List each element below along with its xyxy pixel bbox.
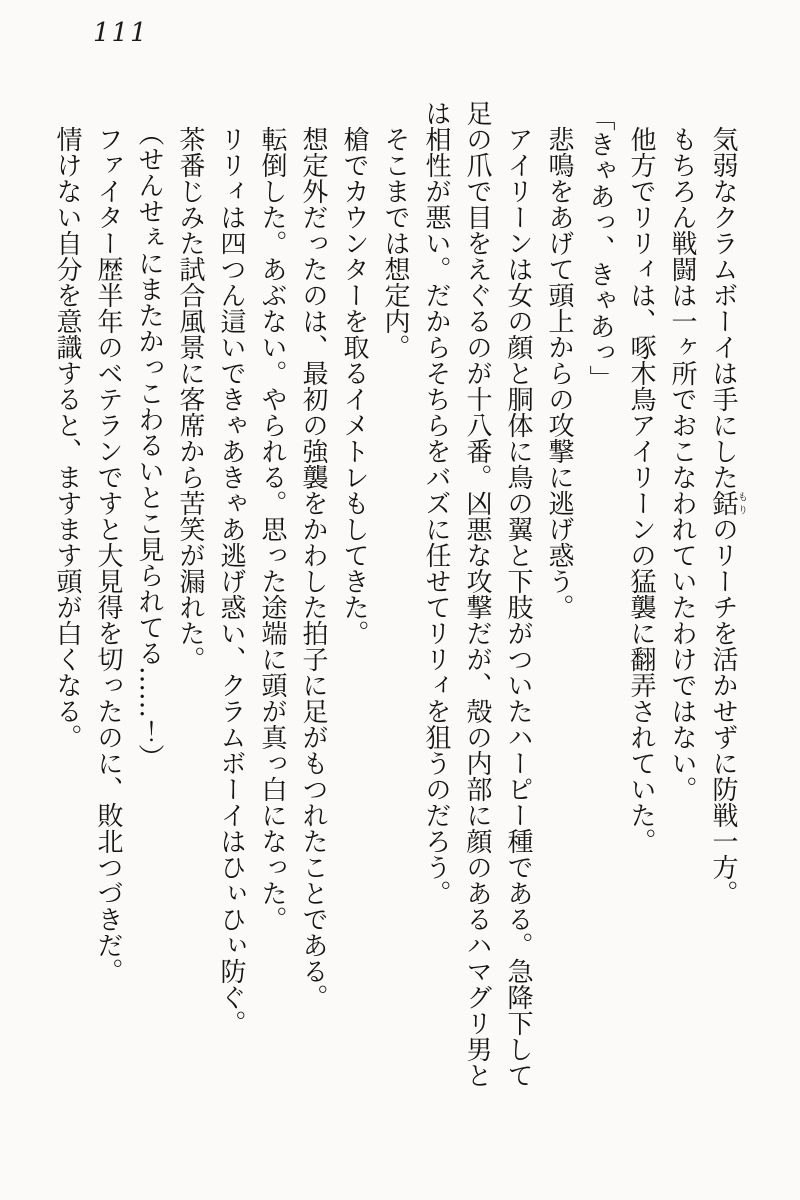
- paragraph: 「きゃあっ、きゃあっ」: [585, 105, 615, 391]
- ruby-annotation: 銛もり: [708, 490, 747, 516]
- paragraph: アイリーンは女の顔と胴体に鳥の翼と下肢がついたハーピー種である。急降下して足の爪で目をえぐるのが十八番。凶悪な攻撃だが、殻の内部に顔のあるハマグリ男とは相性が悪い。だからそちらをバズに任せてリリィを狙うのだろう。: [421, 100, 533, 1088]
- paragraph: 情けない自分を意識すると、ますます頭が白くなる。: [52, 126, 82, 750]
- paragraph: 想定外だったのは、最初の強襲をかわした拍子に足がもつれたことである。: [298, 126, 328, 1010]
- paragraph: （せんせぇにまたかっこわるいとこ見られてる……！）: [134, 120, 164, 770]
- body-text-columns: [46, 100, 746, 1102]
- paragraph: 槍でカウンターを取るイメトレもしてきた。: [339, 126, 369, 646]
- paragraph: 気弱なクラムボーイは手にした銛もりのリーチを活かせずに防戦一方。: [708, 126, 747, 906]
- paragraph: リリィは四つん這いできゃあきゃあ逃げ惑い、クラムボーイはひぃひぃ防ぐ。: [216, 126, 246, 1036]
- paragraph: 茶番じみた試合風景に客席から苦笑が漏れた。: [175, 126, 205, 672]
- paragraph: 他方でリリィは、啄木鳥アイリーンの猛襲に翻弄されていた。: [626, 126, 656, 854]
- paragraph: ファイター歴半年のベテランですと大見得を切ったのに、敗北つづきだ。: [93, 126, 123, 984]
- paragraph: 転倒した。あぶない。やられる。思った途端に頭が真っ白になった。: [257, 126, 287, 932]
- paragraph: もちろん戦闘は一ヶ所でおこなわれていたわけではない。: [667, 126, 697, 802]
- paragraph: そこまでは想定内。: [380, 126, 410, 360]
- page-number: 111: [93, 18, 149, 48]
- paragraph: 悲鳴をあげて頭上からの攻撃に逃げ惑う。: [544, 126, 574, 620]
